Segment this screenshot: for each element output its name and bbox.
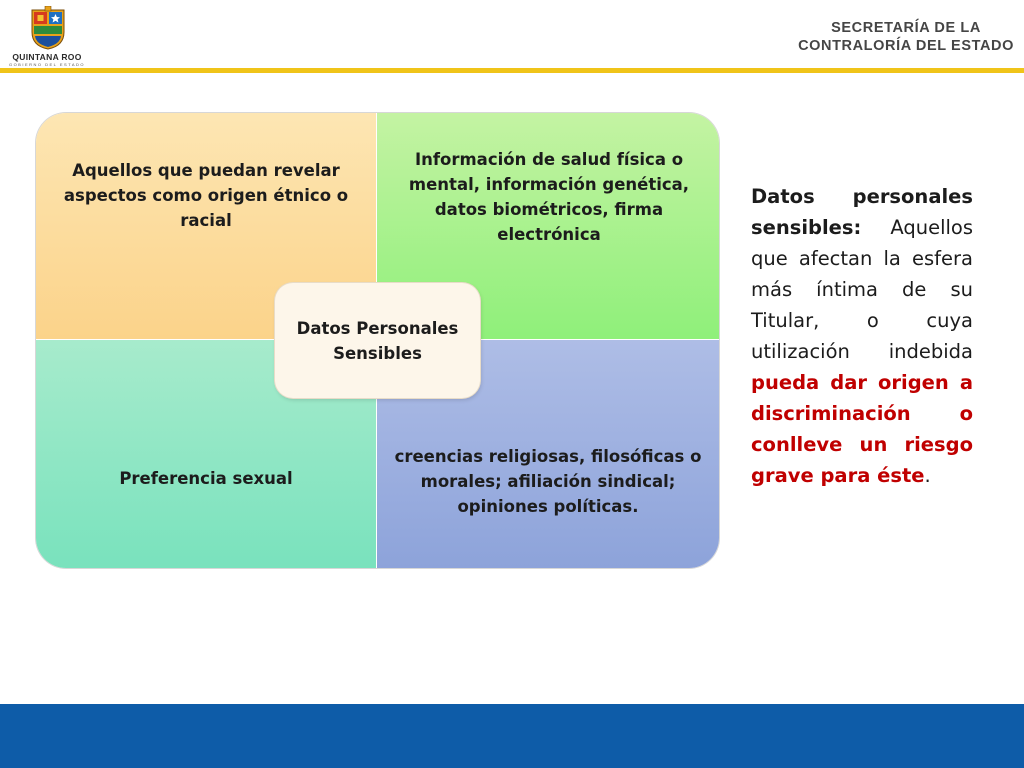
quadrant-bottom-left: Preferencia sexual [36,340,377,568]
definition-term: Datos personales sensibles: [751,185,973,239]
quadrant-top-right: Información de salud física o mental, información genética, datos biométricos, firma electrónica [377,113,719,340]
coat-of-arms-icon [30,6,66,50]
logo-text: QUINTANA ROO [12,52,82,62]
definition-highlight: pueda dar origen a discriminación o conlleve un riesgo grave para éste [751,371,973,487]
diagram-center-label: Datos Personales Sensibles [275,283,480,398]
definition-body: Aquellos que afectan la esfera más íntima de su Titular, o cuya utilización indebida [751,216,973,363]
definition-paragraph [751,181,973,491]
org-title-line2: CONTRALORÍA DEL ESTADO [798,38,1014,54]
definition-end: . [924,464,931,487]
quintana-roo-logo [8,4,86,68]
quadrant-bottom-right: creencias religiosas, filosóficas o morales; afiliación sindical; opiniones políticas. [377,340,719,568]
header-divider [0,68,1024,73]
logo-subtext: GOBIERNO DEL ESTADO [8,62,86,67]
org-title-line1: SECRETARÍA DE LA [831,20,981,36]
org-title [798,19,1014,55]
footer-bar [0,704,1024,768]
quadrant-top-left: Aquellos que puedan revelar aspectos como origen étnico o racial [36,113,377,340]
